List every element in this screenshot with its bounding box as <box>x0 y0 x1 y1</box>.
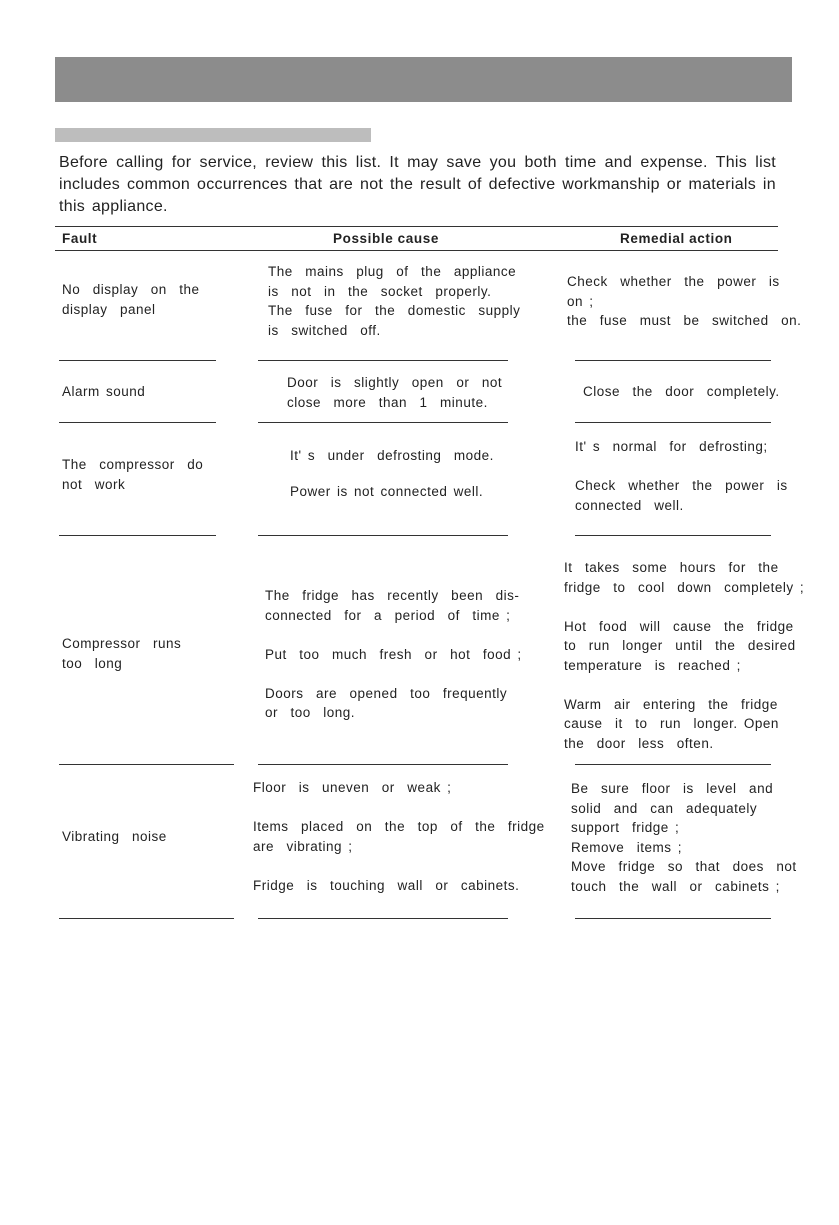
row-3-remedy: It' s normal for defrosting; Check whether the power is connected well. <box>575 439 788 513</box>
row-1-fault-divider <box>59 360 216 361</box>
row-2-remedy: Close the door completely. <box>583 384 780 399</box>
row-4-fault: Compressor runs too long <box>62 636 182 671</box>
row-5-cause: Floor is uneven or weak ; Items placed on the top of the fridge are vibrating ; Fridge is touching wall or cabinets. <box>253 780 545 893</box>
row-5-remedy: Be sure floor is level and solid and can adequately support fridge ; Remove items ; Move fridge so that does not touch the wall or cabinets ; <box>571 781 797 894</box>
row-5-cause-divider <box>258 918 508 919</box>
row-2-cause: Door is slightly open or not close more than 1 minute. <box>287 375 503 410</box>
row-5-remedy-divider <box>575 918 771 919</box>
row-4-cause: The fridge has recently been dis- connected for a period of time ; Put too much fresh or hot food ; Doors are opened too frequently or too long. <box>265 588 522 720</box>
row-5-fault: Vibrating noise <box>62 829 167 844</box>
row-4-remedy-divider <box>575 764 771 765</box>
table-top-rule <box>55 226 778 227</box>
row-3-fault-divider <box>59 535 216 536</box>
row-3-fault: The compressor do not work <box>62 457 204 492</box>
row-5-fault-divider <box>59 918 234 919</box>
header-remedy: Remedial action <box>620 231 733 246</box>
header-banner <box>55 57 792 102</box>
row-2-fault: Alarm sound <box>62 384 146 399</box>
row-2-fault-divider <box>59 422 216 423</box>
table-header-rule <box>55 250 778 251</box>
section-title-bar <box>55 128 371 142</box>
row-1-cause: The mains plug of the appliance is not in the socket properly. The fuse for the domestic supply is switched off. <box>268 264 521 338</box>
row-4-cause-divider <box>258 764 508 765</box>
row-4-fault-divider <box>59 764 234 765</box>
row-3-cause-divider <box>258 535 508 536</box>
header-cause: Possible cause <box>333 231 439 246</box>
header-fault: Fault <box>62 231 98 246</box>
row-3-remedy-divider <box>575 535 771 536</box>
row-4-remedy: It takes some hours for the fridge to cool down completely ; Hot food will cause the fridge to run longer until the desired temperature is reached ; Warm air entering the fridge cause it to run longer. Open the door less often. <box>564 560 805 751</box>
intro-paragraph: Before calling for service, review this list. It may save you both time and expense. This list includes common occurrences that are not the result of defective workmanship or materials in this appliance. <box>59 154 776 215</box>
row-1-remedy: Check whether the power is on ; the fuse must be switched on. <box>567 274 802 328</box>
row-2-remedy-divider <box>575 422 771 423</box>
row-1-fault: No display on the display panel <box>62 282 200 317</box>
row-1-remedy-divider <box>575 360 771 361</box>
row-1-cause-divider <box>258 360 508 361</box>
row-2-cause-divider <box>258 422 508 423</box>
row-3-cause: It' s under defrosting mode. Power is not connected well. <box>290 448 494 499</box>
